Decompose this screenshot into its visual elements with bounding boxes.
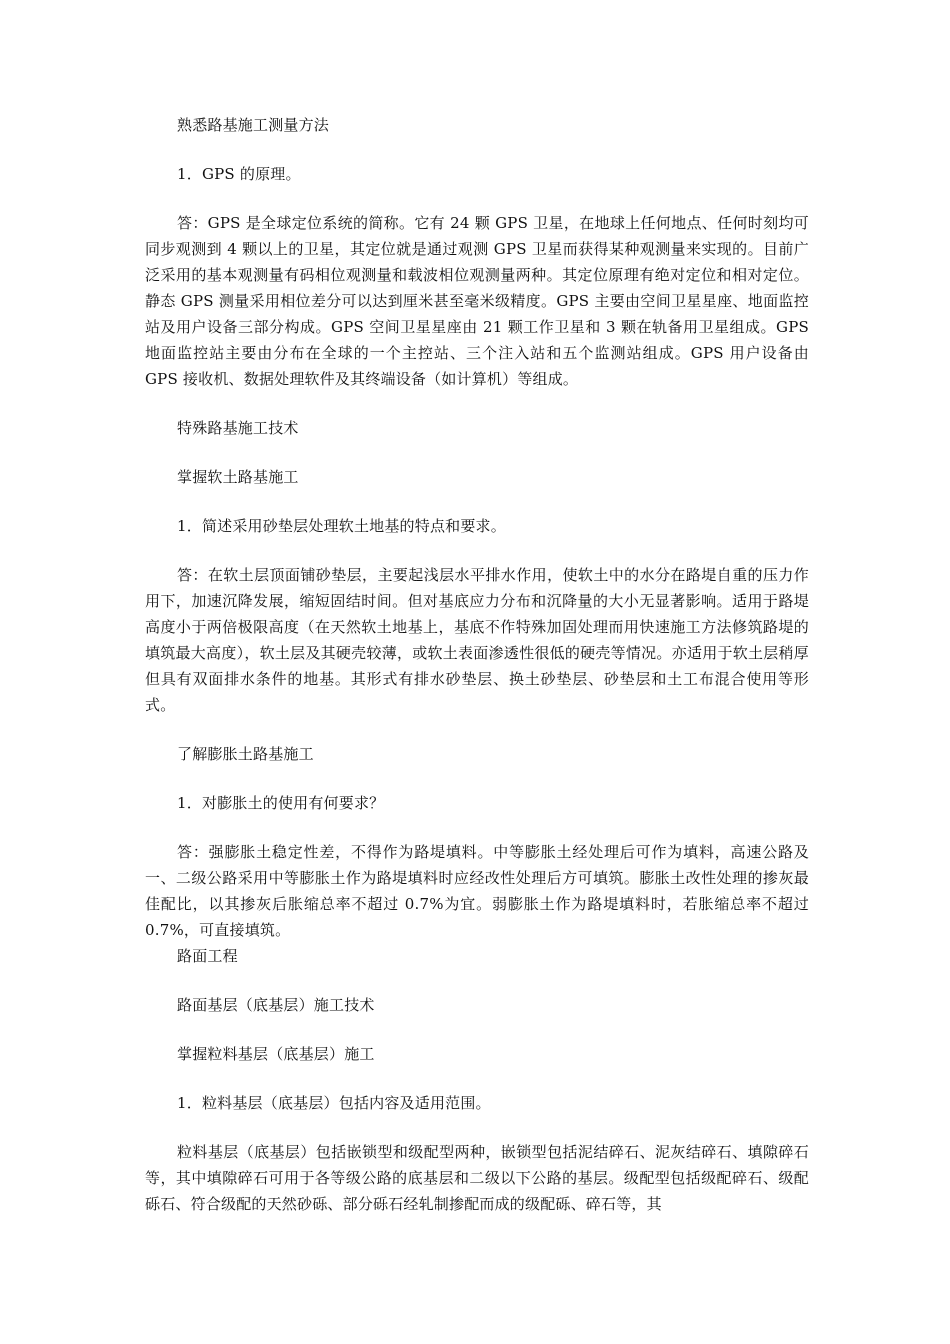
question-text: 1．粒料基层（底基层）包括内容及适用范围。 [177,1094,491,1112]
document-page [145,112,809,1217]
section-heading: 掌握粒料基层（底基层）施工 [177,1045,375,1063]
section-heading: 熟悉路基施工测量方法 [177,116,330,134]
answer-text: 答：强膨胀土稳定性差，不得作为路堤填料。中等膨胀土经处理后可作为填料，高速公路及一、二级公路采用中等膨胀土作为路堤填料时应经改性处理后方可填筑。膨胀土改性处理的掺灰最佳配比，以其掺灰后胀缩总率不超过 0.7%为宜。弱膨胀土作为路堤填料时，若胀缩总率不超过 0.7%，可直接填筑。 [145,843,809,939]
question-text: 1．GPS 的原理。 [177,165,301,183]
question-text: 1．简述采用砂垫层处理软土地基的特点和要求。 [177,517,506,535]
answer-text: 答：在软土层顶面铺砂垫层，主要起浅层水平排水作用，使软土中的水分在路堤自重的压力作用下，加速沉降发展，缩短固结时间。但对基底应力分布和沉降量的大小无显著影响。适用于路堤高度小于两倍极限高度（在天然软土地基上，基底不作特殊加固处理而用快速施工方法修筑路堤的填筑最大高度），软土层及其硬壳较薄，或软土表面渗透性很低的硬壳等情况。亦适用于软土层稍厚但具有双面排水条件的地基。其形式有排水砂垫层、换土砂垫层、砂垫层和土工布混合使用等形式。 [145,566,809,714]
section-heading: 路面工程 [177,947,238,965]
section-heading: 路面基层（底基层）施工技术 [177,996,375,1014]
answer-text: 粒料基层（底基层）包括嵌锁型和级配型两种，嵌锁型包括泥结碎石、泥灰结碎石、填隙碎石等，其中填隙碎石可用于各等级公路的底基层和二级以下公路的基层。级配型包括级配碎石、级配砾石、符合级配的天然砂砾、部分砾石经轧制掺配而成的级配砾、碎石等，其 [145,1143,809,1213]
section-heading: 掌握软土路基施工 [177,468,299,486]
answer-text: 答：GPS 是全球定位系统的简称。它有 24 颗 GPS 卫星，在地球上任何地点、任何时刻均可同步观测到 4 颗以上的卫星，其定位就是通过观测 GPS 卫星而获得某种观测量来实现的。目前广泛采用的基本观测量有码相位观测量和载波相位观测量两种。其定位原理有绝对定位和相对定位。静态 GPS 测量采用相位差分可以达到厘米甚至毫米级精度。GPS 主要由空间卫星星座、地面监控站及用户设备三部分构成。GPS 空间卫星星座由 21 颗工作卫星和 3 颗在轨备用卫星组成。GPS 地面监控站主要由分布在全球的一个主控站、三个注入站和五个监测站组成。GPS 用户设备由 GPS 接收机、数据处理软件及其终端设备（如计算机）等组成。 [145,214,809,388]
section-heading: 特殊路基施工技术 [177,419,299,437]
question-text: 1．对膨胀土的使用有何要求？ [177,794,385,812]
section-heading: 了解膨胀土路基施工 [177,745,314,763]
